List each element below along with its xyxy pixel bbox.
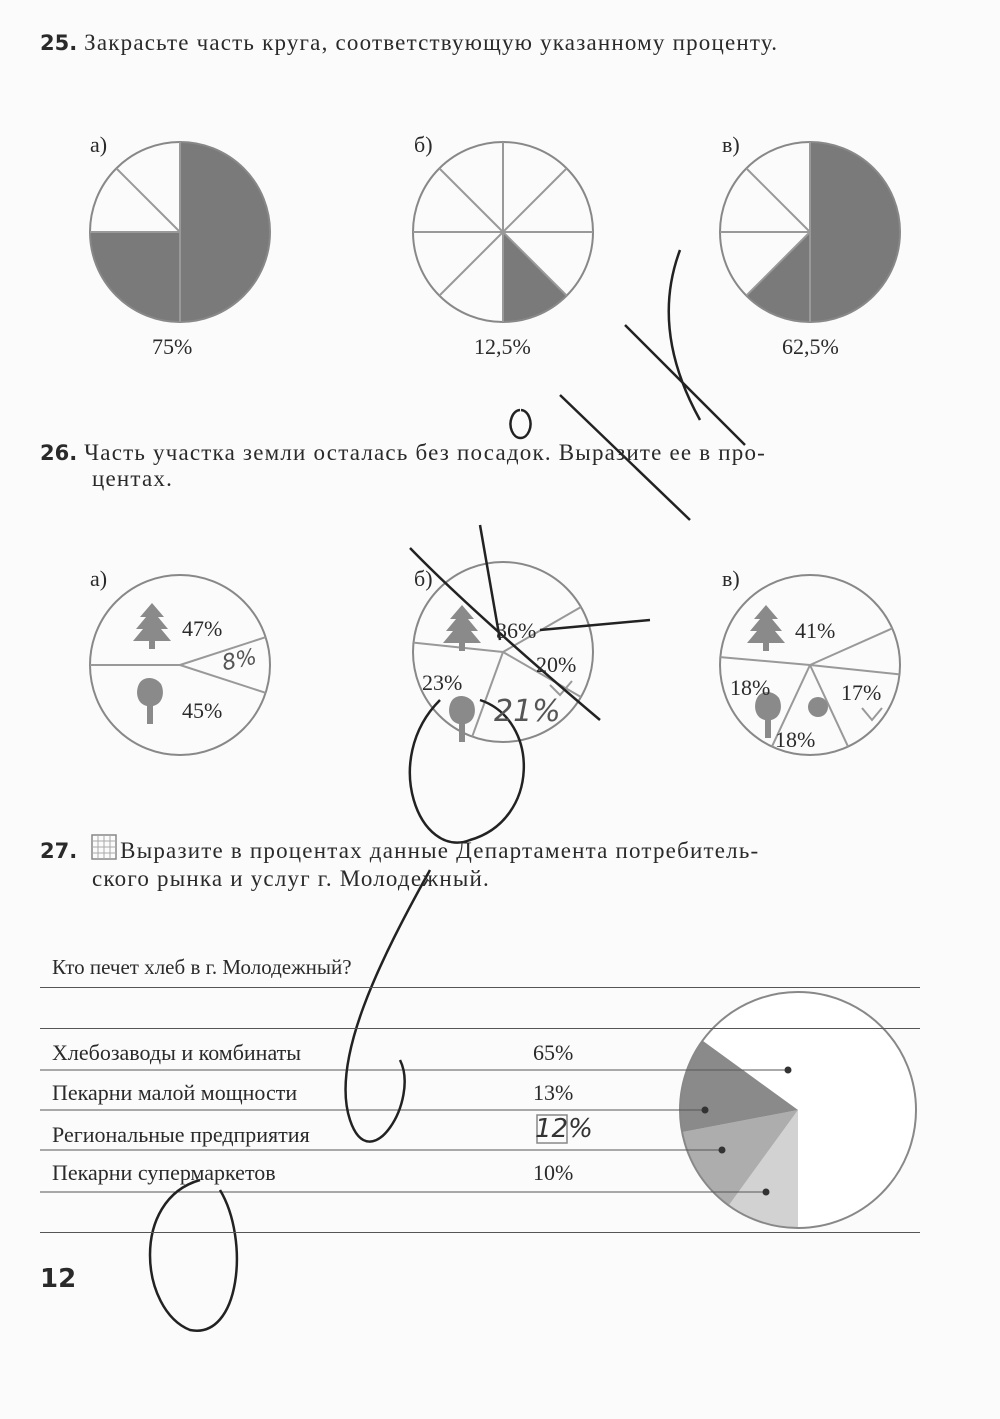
- slice-value: 45%: [182, 698, 223, 723]
- task-text: Закрасьте часть круга, соответствующую указанному проценту.: [84, 30, 779, 55]
- row-name: Пекарни супермаркетов: [52, 1160, 276, 1185]
- pen-scribble: [150, 1180, 237, 1331]
- handwritten-answer: 12%: [535, 1114, 593, 1144]
- slice-value: 36%: [496, 618, 537, 643]
- row-value: 65%: [533, 1040, 574, 1065]
- row-name: Региональные предприятия: [52, 1122, 310, 1147]
- task-text: Часть участка земли осталась без посадок. Выразите ее в про-: [84, 440, 767, 465]
- slice-value: 41%: [795, 618, 836, 643]
- page-number: 12: [40, 1264, 77, 1294]
- flower-icon: [808, 697, 828, 717]
- slice-value: 18%: [775, 727, 816, 752]
- sector-line: [503, 168, 567, 232]
- sector-line: [116, 168, 180, 232]
- slice-value: 17%: [841, 680, 882, 705]
- task-text: Выразите в процентах данные Департамента потребитель-: [120, 838, 760, 863]
- leader-dot: [702, 1107, 709, 1114]
- leader-dot: [763, 1189, 770, 1196]
- row-value: 10%: [533, 1160, 574, 1185]
- handwritten-answer: 21%: [494, 694, 561, 729]
- task-25-heading: [40, 30, 778, 56]
- sector-line: [720, 657, 810, 665]
- percent-a: 75%: [152, 334, 193, 359]
- pie-label-c: в): [722, 132, 740, 157]
- handwritten-answer: 8%: [219, 644, 260, 677]
- task-number: 26.: [40, 441, 78, 465]
- slice-value: 20%: [536, 652, 577, 677]
- pen-scribble: [511, 410, 531, 438]
- rule: [40, 1028, 920, 1029]
- checkmark-icon: [862, 708, 882, 720]
- pie-label-b: б): [414, 132, 433, 157]
- rule: [40, 1232, 920, 1233]
- pen-scribble: [345, 870, 430, 1142]
- table-title: Кто печет хлеб в г. Молодежный?: [52, 955, 352, 979]
- fir-tree-icon: [747, 605, 785, 651]
- pie-label-a: а): [90, 566, 108, 591]
- fir-tree-icon: [133, 603, 171, 649]
- shaded-sector: [503, 232, 567, 322]
- slice-value: 18%: [730, 675, 771, 700]
- percent-c: 62,5%: [782, 334, 839, 359]
- task-27-heading: [40, 838, 759, 864]
- sector-line: [439, 168, 503, 232]
- slice-value: 47%: [182, 616, 223, 641]
- slice-value: 23%: [422, 670, 463, 695]
- row-name: Пекарни малой мощности: [52, 1080, 298, 1105]
- pie-label-c: в): [722, 566, 740, 591]
- deciduous-tree-icon: [137, 678, 163, 724]
- row-value: 13%: [533, 1080, 574, 1105]
- task-26-line2: центах.: [92, 466, 174, 491]
- pie-label-a: а): [90, 132, 108, 157]
- task-number: 27.: [40, 839, 78, 863]
- sector-line: [810, 665, 900, 674]
- task-26-heading: [40, 440, 766, 466]
- sector-line: [439, 232, 503, 296]
- pen-scribble: [625, 325, 745, 445]
- leader-dot: [719, 1147, 726, 1154]
- rule: [40, 987, 920, 988]
- sector-line: [746, 168, 810, 232]
- sector-line: [413, 643, 503, 652]
- row-name: Хлебозаводы и комбинаты: [52, 1040, 302, 1065]
- pie-label-b: б): [414, 566, 433, 591]
- percent-b: 12,5%: [474, 334, 531, 359]
- task-number: 25.: [40, 31, 78, 55]
- leader-dot: [785, 1067, 792, 1074]
- task-27-line2: ского рынка и услуг г. Молодежный.: [92, 866, 490, 891]
